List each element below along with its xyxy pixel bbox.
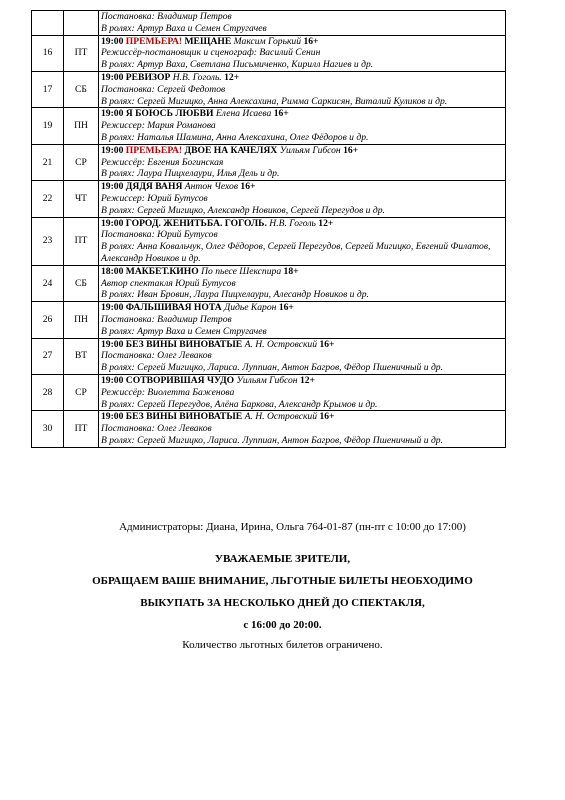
cast-line: В ролях: Анна Ковальчук, Олег Фёдоров, Сергей Перегудов, Сергей Мигицко, Евгений Филатов, Александр Новиков и др.	[101, 241, 491, 264]
notice-line: ВЫКУПАТЬ ЗА НЕСКОЛЬКО ДНЕЙ ДО СПЕКТАКЛЯ,	[140, 597, 425, 609]
show-time: 18:00	[101, 265, 124, 277]
performance-info	[99, 265, 506, 301]
performance-title	[101, 302, 503, 314]
schedule-row	[32, 35, 506, 71]
show-time: 19:00	[101, 71, 124, 83]
footer	[0, 520, 565, 652]
performance-info	[99, 144, 506, 180]
cast-line: В ролях: Сергей Мигицко, Александр Новиков, Сергей Перегудов и др.	[101, 204, 385, 216]
performance-title	[101, 266, 503, 278]
age-rating: 16+	[240, 181, 256, 193]
show-time: 19:00	[101, 411, 124, 423]
schedule-row	[32, 265, 506, 301]
schedule-row	[32, 217, 506, 265]
performance-info	[99, 411, 506, 447]
cast-line: В ролях: Артур Ваха и Семен Стругачев	[101, 325, 267, 337]
performance-title	[101, 181, 503, 193]
performance-title	[101, 411, 503, 423]
schedule-body	[32, 11, 506, 448]
director-line: Режиссер: Мария Романова	[101, 120, 216, 132]
notice-line: ОБРАЩАЕМ ВАШЕ ВНИМАНИЕ, ЛЬГОТНЫЕ БИЛЕТЫ НЕОБХОДИМО	[92, 575, 473, 587]
age-rating: 16+	[278, 302, 294, 314]
performance-title	[101, 72, 503, 84]
weekday: ПТ	[64, 35, 99, 71]
performance-info	[99, 302, 506, 338]
weekday: СБ	[64, 265, 99, 301]
show-time: 19:00	[101, 35, 124, 47]
cast-line: В ролях: Иван Бровин, Лаура Пицхелаури, Алесандр Новиков и др.	[101, 289, 369, 301]
tickets-limit-note: Количество льготных билетов ограничено.	[182, 639, 383, 651]
director-line: Постановка: Владимир Петров	[101, 313, 232, 325]
director-line: Режиссёр: Виолетта Баженова	[101, 386, 235, 398]
age-rating: 12+	[318, 217, 334, 229]
age-rating: 16+	[303, 35, 319, 47]
performance-name: БЕЗ ВИНЫ ВИНОВАТЫЕ	[125, 411, 243, 423]
performance-author: Уильям Гибсон	[279, 144, 341, 156]
age-rating: 12+	[224, 71, 240, 83]
day-number: 24	[32, 265, 64, 301]
schedule-row	[32, 302, 506, 338]
weekday: ПН	[64, 108, 99, 144]
performance-info	[99, 35, 506, 71]
performance-name: ДЯДЯ ВАНЯ	[125, 181, 183, 193]
premiere-badge: ПРЕМЬЕРА!	[125, 35, 183, 47]
day-number: 21	[32, 144, 64, 180]
show-time: 19:00	[101, 144, 124, 156]
performance-name: ГОРОД. ЖЕНИТЬБА. ГОГОЛЬ.	[125, 217, 267, 229]
weekday: ПТ	[64, 217, 99, 265]
administrators-info: Администраторы: Диана, Ирина, Ольга 764-01-87 (пн-пт с 10:00 до 17:00)	[119, 521, 466, 533]
day-number: 23	[32, 217, 64, 265]
schedule-row	[32, 411, 506, 447]
weekday: ВТ	[64, 338, 99, 374]
notice-line: с 16:00 до 20:00.	[243, 619, 322, 631]
performance-info	[99, 374, 506, 410]
performance-title	[101, 108, 503, 120]
show-time: 19:00	[101, 302, 124, 314]
cast-line: В ролях: Сергей Перегудов, Алёна Баркова, Александр Крымов и др.	[101, 398, 378, 410]
age-rating: 16+	[319, 338, 335, 350]
cast-line: В ролях: Сергей Мигицко, Анна Алексахина, Римма Саркисян, Виталий Куликов и др.	[101, 95, 448, 107]
performance-info	[99, 181, 506, 217]
show-time: 19:00	[101, 374, 124, 386]
director-line: Постановка: Владимир Петров	[101, 11, 232, 22]
day-number	[32, 11, 64, 36]
schedule-row	[32, 71, 506, 107]
age-rating: 16+	[319, 411, 335, 423]
performance-title	[101, 145, 503, 157]
weekday: ЧТ	[64, 181, 99, 217]
performance-name: МАКБЕТ.КИНО	[125, 265, 199, 277]
performance-name: РЕВИЗОР	[125, 71, 171, 83]
director-line: Постановка: Олег Леваков	[101, 423, 212, 435]
performance-author: Н.В. Гоголь.	[172, 71, 222, 83]
performance-author: Н.В. Гоголь	[269, 217, 316, 229]
director-line: Постановка: Юрий Бутусов	[101, 229, 218, 241]
performance-author: Дидье Карон	[224, 302, 277, 314]
schedule-table	[31, 10, 506, 448]
cast-line: В ролях: Артур Ваха и Семен Стругачев	[101, 22, 267, 34]
performance-name: Я БОЮСЬ ЛЮБВИ	[125, 108, 214, 120]
performance-name: ДВОЕ НА КАЧЕЛЯХ	[184, 144, 278, 156]
weekday: СР	[64, 374, 99, 410]
weekday: ПТ	[64, 411, 99, 447]
weekday: СР	[64, 144, 99, 180]
weekday: СБ	[64, 71, 99, 107]
performance-name: МЕЩАНЕ	[184, 35, 232, 47]
day-number: 26	[32, 302, 64, 338]
schedule-row	[32, 338, 506, 374]
performance-info	[99, 108, 506, 144]
performance-info	[99, 217, 506, 265]
day-number: 22	[32, 181, 64, 217]
director-line: Постановка: Олег Леваков	[101, 350, 212, 362]
day-number: 17	[32, 71, 64, 107]
director-line: Режиссер: Юрий Бутусов	[101, 192, 208, 204]
discount-notice	[0, 552, 565, 632]
director-line: Режиссёр-постановщик и сценограф: Василий Сенин	[101, 47, 321, 59]
weekday: ПН	[64, 302, 99, 338]
performance-author: Антон Чехов	[184, 181, 239, 193]
cast-line: В ролях: Сергей Мигицко, Лариса. Луппиан, Антон Багров, Фёдор Пшеничный и др.	[101, 434, 443, 446]
schedule-row	[32, 11, 506, 36]
day-number: 30	[32, 411, 64, 447]
performance-author: А. Н. Островский	[244, 411, 318, 423]
age-rating: 16+	[343, 144, 359, 156]
premiere-badge: ПРЕМЬЕРА!	[125, 144, 183, 156]
performance-name: ФАЛЬШИВАЯ НОТА	[125, 302, 222, 314]
performance-author: А. Н. Островский	[244, 338, 318, 350]
show-time: 19:00	[101, 217, 124, 229]
schedule-row	[32, 108, 506, 144]
day-number: 28	[32, 374, 64, 410]
performance-title	[101, 218, 503, 230]
performance-author: Максим Горький	[233, 35, 302, 47]
day-number: 19	[32, 108, 64, 144]
cast-line: В ролях: Сергей Мигицко, Лариса. Луппиан, Антон Багров, Фёдор Пшеничный и др.	[101, 362, 443, 374]
age-rating: 16+	[273, 108, 289, 120]
cast-line: В ролях: Наталья Шамина, Анна Алексахина, Олег Фёдоров и др.	[101, 131, 369, 143]
director-line: Постановка: Сергей Федотов	[101, 83, 226, 95]
director-line: Автор спектакля Юрий Бутусов	[101, 277, 236, 289]
day-number: 16	[32, 35, 64, 71]
weekday	[64, 11, 99, 36]
performance-title	[101, 339, 503, 351]
performance-name: СОТВОРИВШАЯ ЧУДО	[125, 374, 235, 386]
show-time: 19:00	[101, 108, 124, 120]
cast-line: В ролях: Артур Ваха, Светлана Письмиченко, Кирилл Нагиев и др.	[101, 59, 374, 71]
schedule-row	[32, 374, 506, 410]
age-rating: 12+	[299, 374, 315, 386]
day-number: 27	[32, 338, 64, 374]
age-rating: 18+	[283, 265, 299, 277]
performance-title	[101, 36, 503, 48]
cast-line: В ролях: Лаура Пицхелаури, Илья Дель и др.	[101, 168, 280, 180]
performance-author: Уильям Гибсон	[236, 374, 298, 386]
schedule-row	[32, 181, 506, 217]
performance-info	[99, 71, 506, 107]
performance-info	[99, 338, 506, 374]
notice-line: УВАЖАЕМЫЕ ЗРИТЕЛИ,	[214, 553, 351, 565]
schedule-row	[32, 144, 506, 180]
performance-title	[101, 375, 503, 387]
performance-author: По пьесе Шекспира	[201, 265, 282, 277]
show-time: 19:00	[101, 338, 124, 350]
show-time: 19:00	[101, 181, 124, 193]
performance-author: Елена Исаева	[215, 108, 272, 120]
performance-info	[99, 11, 506, 36]
performance-name: БЕЗ ВИНЫ ВИНОВАТЫЕ	[125, 338, 243, 350]
director-line: Режиссёр: Евгения Богинская	[101, 156, 224, 168]
